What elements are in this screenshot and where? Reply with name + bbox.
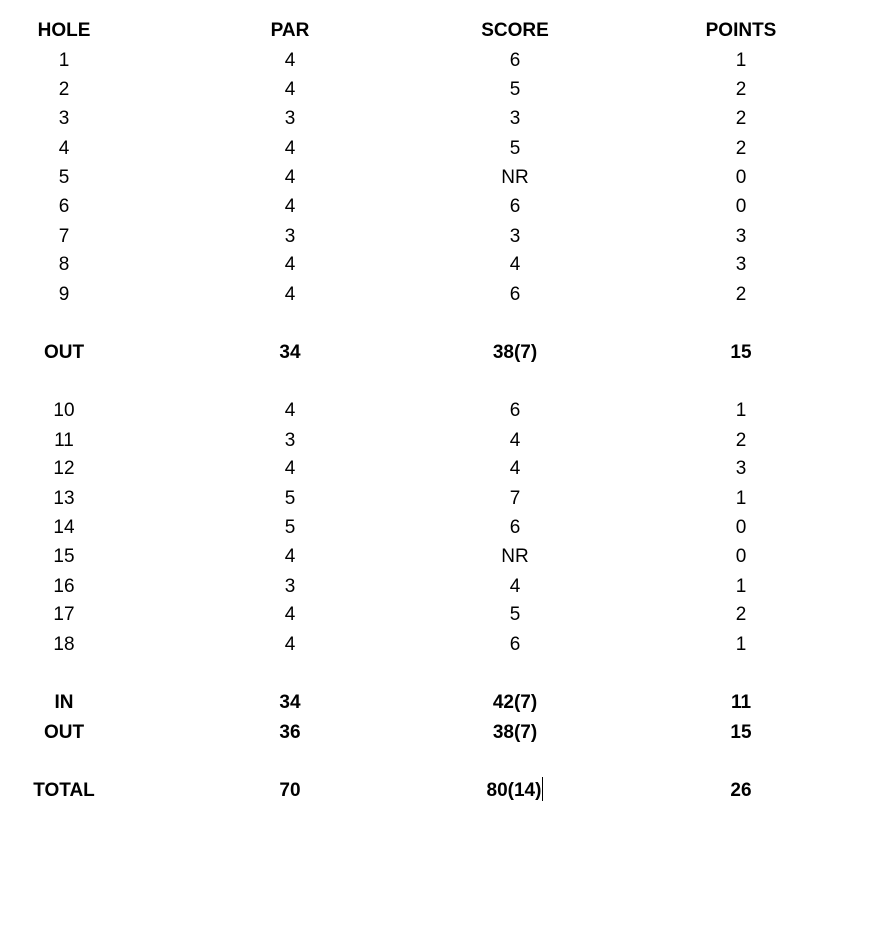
hole-par: 4: [284, 138, 296, 159]
hole-number: 12: [53, 458, 75, 479]
summary-points: 15: [730, 342, 752, 363]
hole-row: [0, 280, 876, 309]
hole-par: 3: [284, 576, 296, 597]
hole-score: 6: [509, 400, 521, 421]
hole-number: 9: [58, 284, 70, 305]
summary-score: 42(7): [492, 692, 538, 713]
summary-par: 34: [279, 692, 301, 713]
score-column-header: SCORE: [481, 20, 549, 41]
hole-par: 3: [284, 226, 296, 247]
hole-number: 13: [53, 488, 75, 509]
hole-points: 2: [735, 79, 747, 100]
total-score[interactable]: 80(14): [486, 780, 542, 801]
hole-number: 16: [53, 576, 75, 597]
hole-points: 3: [735, 254, 747, 275]
total-points: 26: [730, 780, 752, 801]
hole-par: 4: [284, 196, 296, 217]
summary-label: IN: [54, 692, 74, 713]
hole-par: 5: [284, 517, 296, 538]
hole-number: 5: [58, 167, 70, 188]
hole-row: [0, 250, 876, 279]
hole-row: [0, 630, 876, 659]
par-column-header: PAR: [270, 20, 310, 41]
hole-score: NR: [501, 546, 529, 567]
hole-row: [0, 396, 876, 425]
hole-points: 0: [735, 167, 747, 188]
hole-points: 3: [735, 226, 747, 247]
hole-number: 14: [53, 517, 75, 538]
hole-row: [0, 134, 876, 163]
hole-par: 4: [284, 400, 296, 421]
hole-points: 0: [735, 546, 747, 567]
hole-row: [0, 572, 876, 601]
hole-par: 4: [284, 546, 296, 567]
out-recap-row: [0, 718, 876, 747]
hole-points: 2: [735, 138, 747, 159]
hole-number: 6: [58, 196, 70, 217]
summary-par: 34: [279, 342, 301, 363]
hole-number: 10: [53, 400, 75, 421]
hole-score: 6: [509, 634, 521, 655]
hole-score: 6: [509, 196, 521, 217]
hole-row: [0, 542, 876, 571]
hole-number: 4: [58, 138, 70, 159]
hole-score: 6: [509, 284, 521, 305]
hole-number: 17: [53, 604, 75, 625]
total-label: TOTAL: [33, 780, 95, 801]
hole-points: 1: [735, 50, 747, 71]
hole-row: [0, 484, 876, 513]
hole-row: [0, 192, 876, 221]
hole-score: 5: [509, 79, 521, 100]
hole-score: 6: [509, 50, 521, 71]
hole-row: [0, 222, 876, 251]
hole-number: 2: [58, 79, 70, 100]
hole-score: 5: [509, 604, 521, 625]
hole-number: 11: [54, 430, 74, 451]
hole-score: 5: [509, 138, 521, 159]
summary-score: 38(7): [492, 342, 538, 363]
hole-points: 1: [735, 634, 747, 655]
hole-number: 15: [53, 546, 75, 567]
hole-score: NR: [501, 167, 529, 188]
hole-points: 1: [735, 400, 747, 421]
hole-par: 4: [284, 634, 296, 655]
summary-points: 11: [730, 692, 752, 713]
hole-number: 1: [58, 50, 70, 71]
hole-points: 2: [735, 108, 747, 129]
hole-row: [0, 104, 876, 133]
text-cursor: [542, 777, 543, 801]
hole-points: 3: [735, 458, 747, 479]
out-summary-row: [0, 338, 876, 367]
hole-row: [0, 513, 876, 542]
hole-par: 4: [284, 50, 296, 71]
total-par: 70: [279, 780, 301, 801]
summary-label: OUT: [43, 342, 85, 363]
hole-score: 4: [509, 254, 521, 275]
hole-row: [0, 600, 876, 629]
points-column-header: POINTS: [705, 20, 777, 41]
total-row: [0, 776, 876, 805]
hole-score: 3: [509, 108, 521, 129]
hole-par: 4: [284, 167, 296, 188]
hole-score: 3: [509, 226, 521, 247]
hole-score: 4: [509, 458, 521, 479]
summary-points: 15: [730, 722, 752, 743]
total-score-cell[interactable]: [455, 776, 575, 805]
hole-points: 1: [735, 576, 747, 597]
hole-score: 6: [509, 517, 521, 538]
hole-number: 18: [53, 634, 75, 655]
hole-points: 2: [735, 284, 747, 305]
hole-points: 2: [735, 604, 747, 625]
hole-par: 4: [284, 254, 296, 275]
hole-score: 7: [509, 488, 521, 509]
hole-row: [0, 426, 876, 455]
hole-row: [0, 454, 876, 483]
summary-label: OUT: [43, 722, 85, 743]
hole-par: 4: [284, 458, 296, 479]
hole-number: 3: [58, 108, 70, 129]
hole-par: 3: [284, 108, 296, 129]
hole-par: 3: [284, 430, 296, 451]
header-row: [0, 16, 876, 45]
hole-column-header: HOLE: [37, 20, 91, 41]
hole-points: 0: [735, 196, 747, 217]
hole-par: 4: [284, 284, 296, 305]
hole-number: 7: [58, 226, 70, 247]
hole-score: 4: [509, 430, 521, 451]
hole-points: 1: [735, 488, 747, 509]
hole-score: 4: [509, 576, 521, 597]
hole-number: 8: [58, 254, 70, 275]
hole-par: 4: [284, 604, 296, 625]
summary-score: 38(7): [492, 722, 538, 743]
hole-row: [0, 46, 876, 75]
hole-points: 0: [735, 517, 747, 538]
in-summary-row: [0, 688, 876, 717]
hole-row: [0, 163, 876, 192]
hole-row: [0, 75, 876, 104]
summary-par: 36: [279, 722, 301, 743]
hole-par: 5: [284, 488, 296, 509]
hole-points: 2: [735, 430, 747, 451]
hole-par: 4: [284, 79, 296, 100]
